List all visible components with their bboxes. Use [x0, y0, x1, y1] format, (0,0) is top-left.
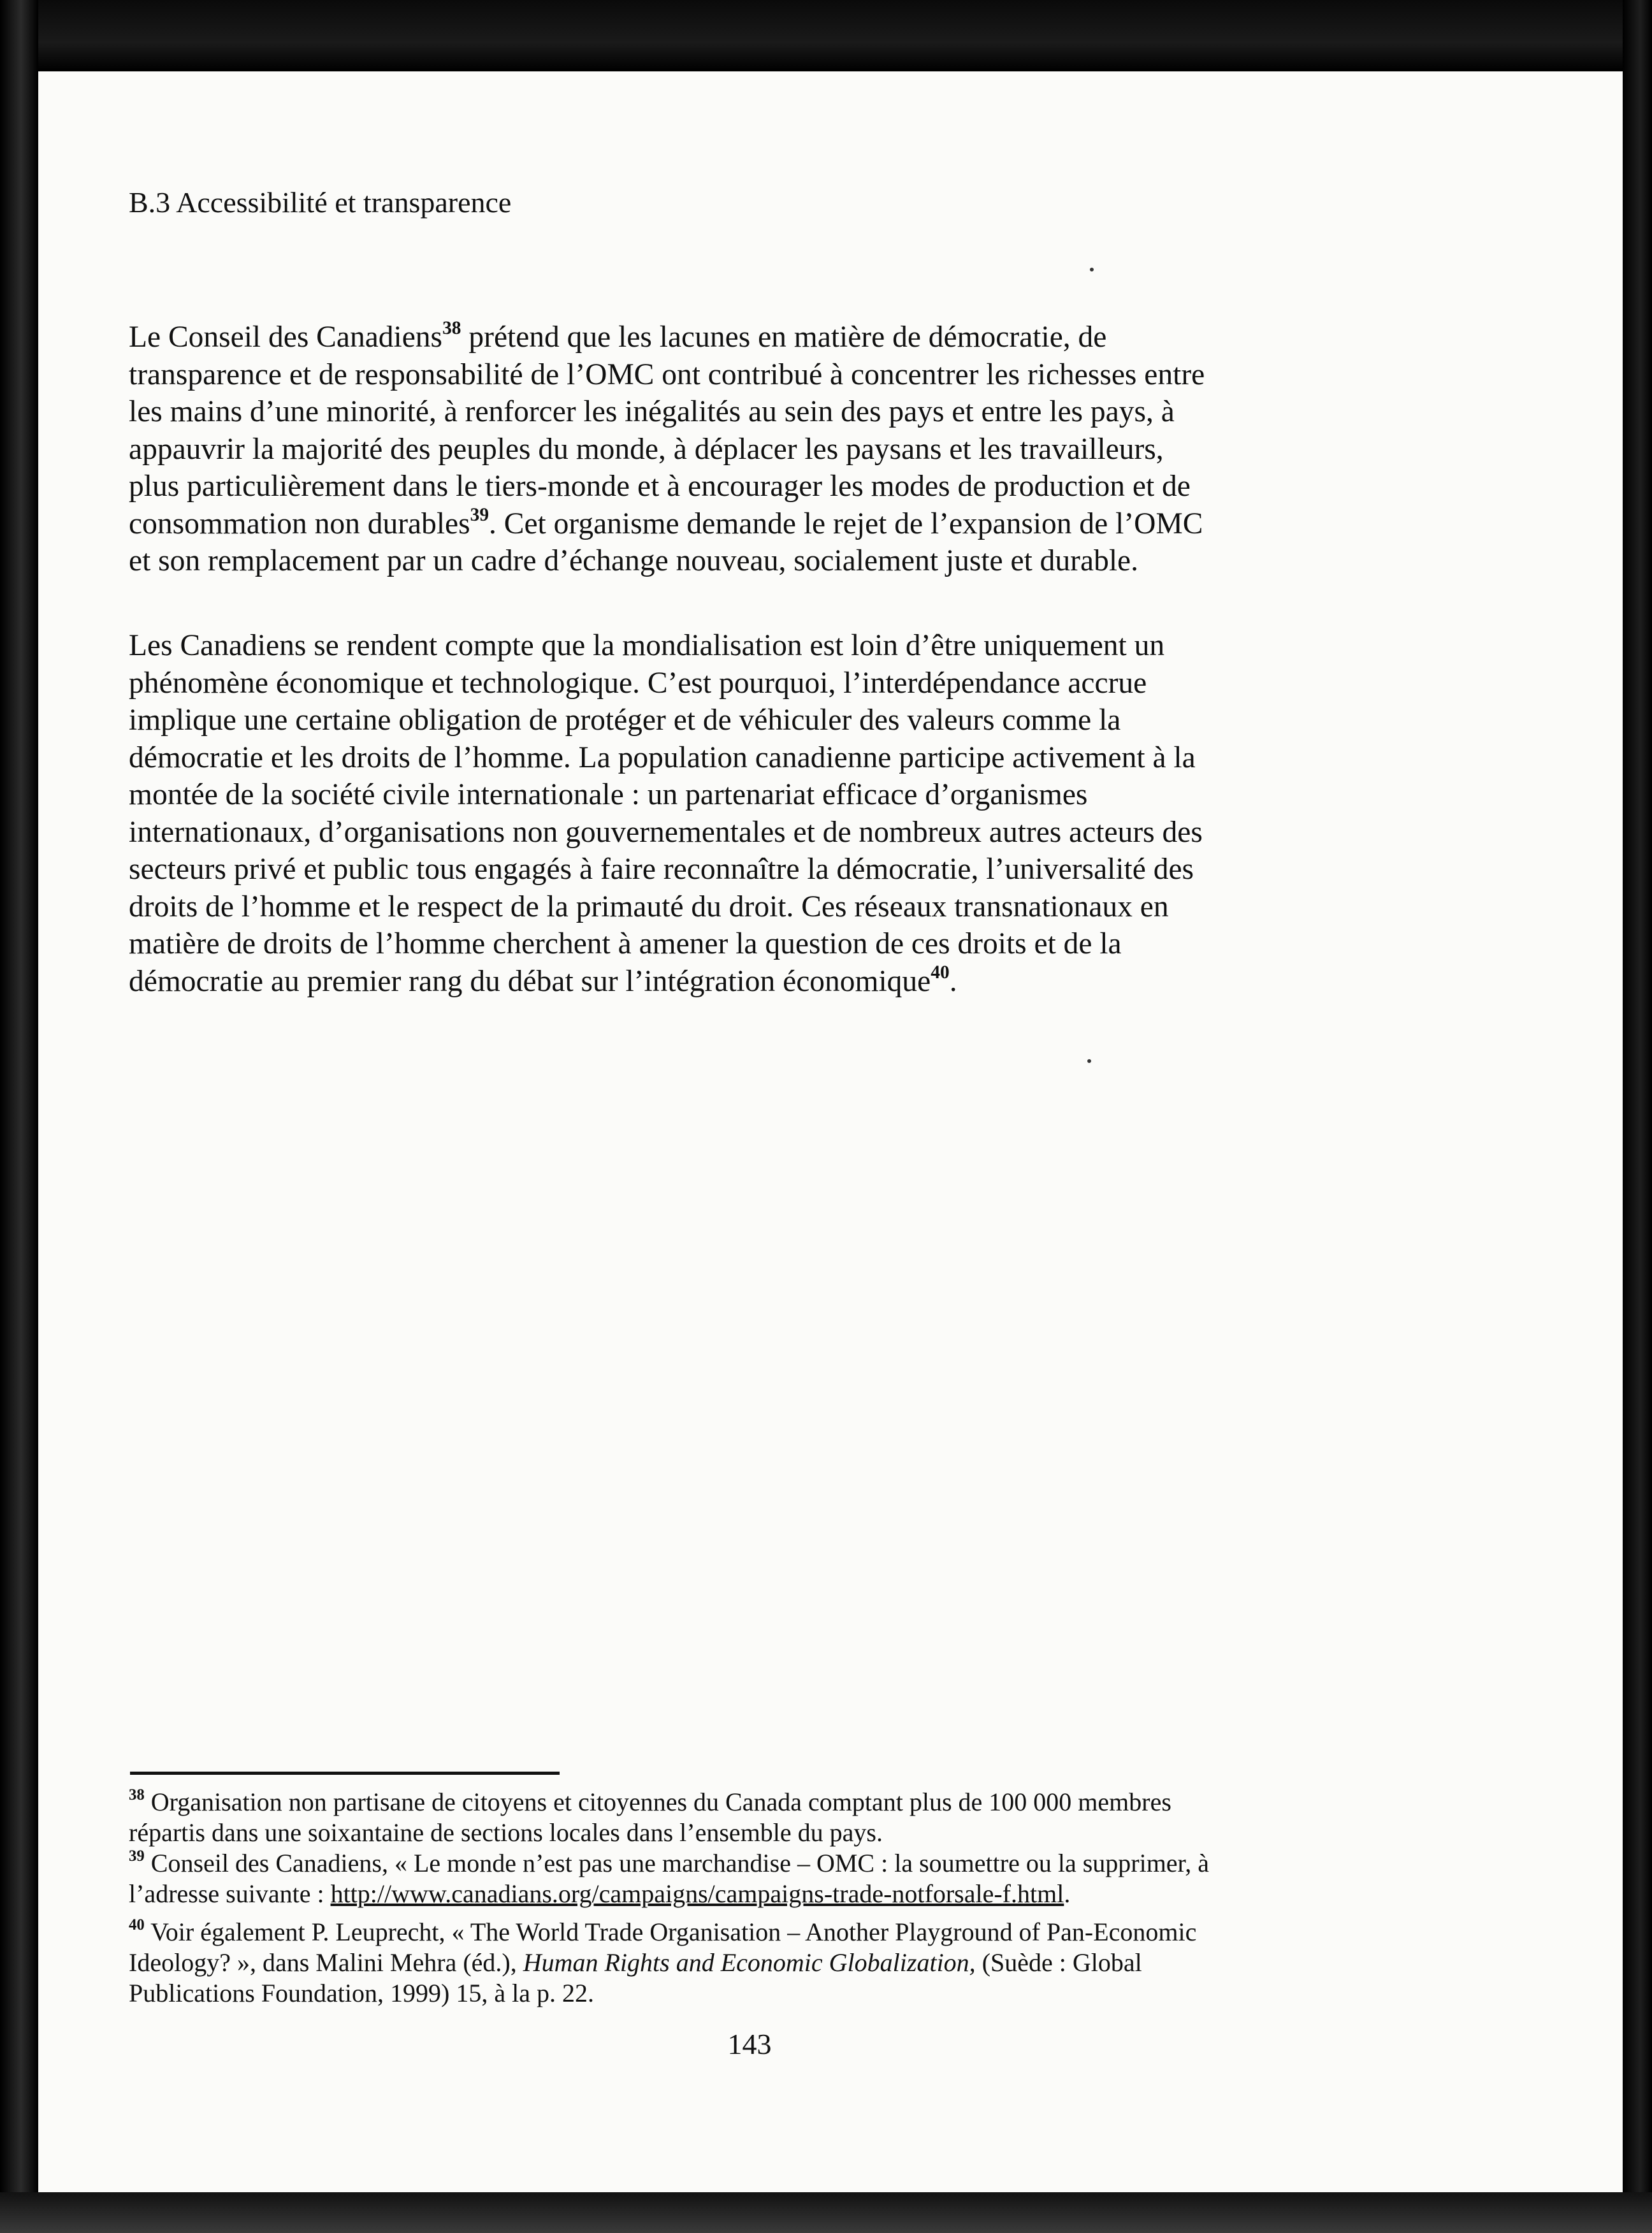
- paragraph-line: Les Canadiens se rendent compte que la mondialisation est loin d’être uniquement un: [129, 629, 1165, 662]
- footnote-ref-38[interactable]: 38: [442, 317, 461, 338]
- paragraph-line: appauvrir la majorité des peuples du monde, à déplacer les paysans et les travailleurs,: [129, 432, 1164, 466]
- paragraph-line: implique une certaine obligation de protéger et de véhiculer des valeurs comme la: [129, 704, 1121, 737]
- paragraph-line: démocratie au premier rang du débat sur l’intégration économique$^{40}$.: [129, 962, 957, 998]
- paragraph-line: phénomène économique et technologique. C’est pourquoi, l’interdépendance accrue: [129, 666, 1147, 700]
- paragraph-line: plus particulièrement dans le tiers-monde et à encourager les modes de production et de: [129, 470, 1191, 503]
- scan-border-top: [0, 0, 1652, 71]
- paragraph-line: montée de la société civile internationale : un partenariat efficace d’organismes: [129, 778, 1088, 811]
- scan-speck: [1087, 1059, 1091, 1063]
- footnote-line: $^{39}$ Conseil des Canadiens, « Le monde n’est pas une marchandise – OMC : la soumettre ou la supprimer, à: [129, 1847, 1210, 1877]
- paragraph-line: matière de droits de l’homme cherchent à amener la question de ces droits et de la: [129, 927, 1122, 960]
- footnote-separator: [130, 1772, 560, 1775]
- scan-speck: [1090, 268, 1094, 271]
- paragraph-line: secteurs privé et public tous engagés à faire reconnaître la démocratie, l’universalité des: [129, 853, 1194, 886]
- footnote-number: 38: [129, 1786, 145, 1804]
- footnote-line: Ideology? », dans Malini Mehra (éd.), Human Rights and Economic Globalization, (Suède : Global: [129, 1948, 1142, 1977]
- footnote-ref-39[interactable]: 39: [470, 504, 489, 525]
- paragraph-1: [129, 319, 1340, 580]
- section-heading: B.3 Accessibilité et transparence: [129, 186, 512, 219]
- footnote-line: $^{40}$ Voir également P. Leuprecht, « The World Trade Organisation – Another Playground of Pan-Economic: [129, 1916, 1197, 1946]
- footnote-url-link[interactable]: http://www.canadians.org/campaigns/campaigns-trade-notforsale-f.html: [330, 1879, 1064, 1908]
- paragraph-line: et son remplacement par un cadre d’échange nouveau, socialement juste et durable.: [129, 544, 1138, 577]
- paragraph-line: les mains d’une minorité, à renforcer les inégalités au sein des pays et entre les pays, à: [129, 395, 1175, 428]
- paragraph-2: [129, 627, 1340, 1000]
- paragraph-line: consommation non durables$^{39}$. Cet organisme demande le rejet de l’expansion de l’OMC: [129, 504, 1203, 540]
- scan-border-right: [1623, 0, 1652, 2233]
- paragraph-line: internationaux, d’organisations non gouvernementales et de nombreux autres acteurs des: [129, 815, 1203, 849]
- footnote-line: répartis dans une soixantaine de sections locales dans l’ensemble du pays.: [129, 1818, 883, 1847]
- scan-border-left: [0, 0, 38, 2233]
- paragraph-line: transparence et de responsabilité de l’OMC ont contribué à concentrer les richesses entre: [129, 358, 1205, 391]
- footnote-line: Publications Foundation, 1999) 15, à la p. 22.: [129, 1979, 594, 2007]
- paragraph-line: démocratie et les droits de l’homme. La population canadienne participe activement à la: [129, 741, 1196, 774]
- footnote-line: $^{38}$ Organisation non partisane de citoyens et citoyennes du Canada comptant plus de 100 000 membres: [129, 1786, 1171, 1816]
- footnote-39: [129, 1848, 1352, 1909]
- footnote-number: 40: [129, 1916, 145, 1934]
- footnote-number: 39: [129, 1847, 145, 1865]
- footnote-38: [129, 1787, 1352, 1848]
- book-title: Human Rights and Economic Globalization,: [523, 1948, 976, 1977]
- footnote-ref-40[interactable]: 40: [931, 962, 950, 983]
- scan-border-bottom: [0, 2192, 1652, 2233]
- paragraph-line: droits de l’homme et le respect de la primauté du droit. Ces réseaux transnationaux en: [129, 890, 1169, 923]
- paragraph-line: Le Conseil des Canadiens$^{38}$ prétend que les lacunes en matière de démocratie, de: [129, 317, 1107, 354]
- footnote-line: l’adresse suivante : http://www.canadians.org/campaigns/campaigns-trade-notforsale-f.html.: [129, 1879, 1071, 1908]
- footnote-40: [129, 1917, 1352, 2009]
- page-number: 143: [727, 2028, 772, 2060]
